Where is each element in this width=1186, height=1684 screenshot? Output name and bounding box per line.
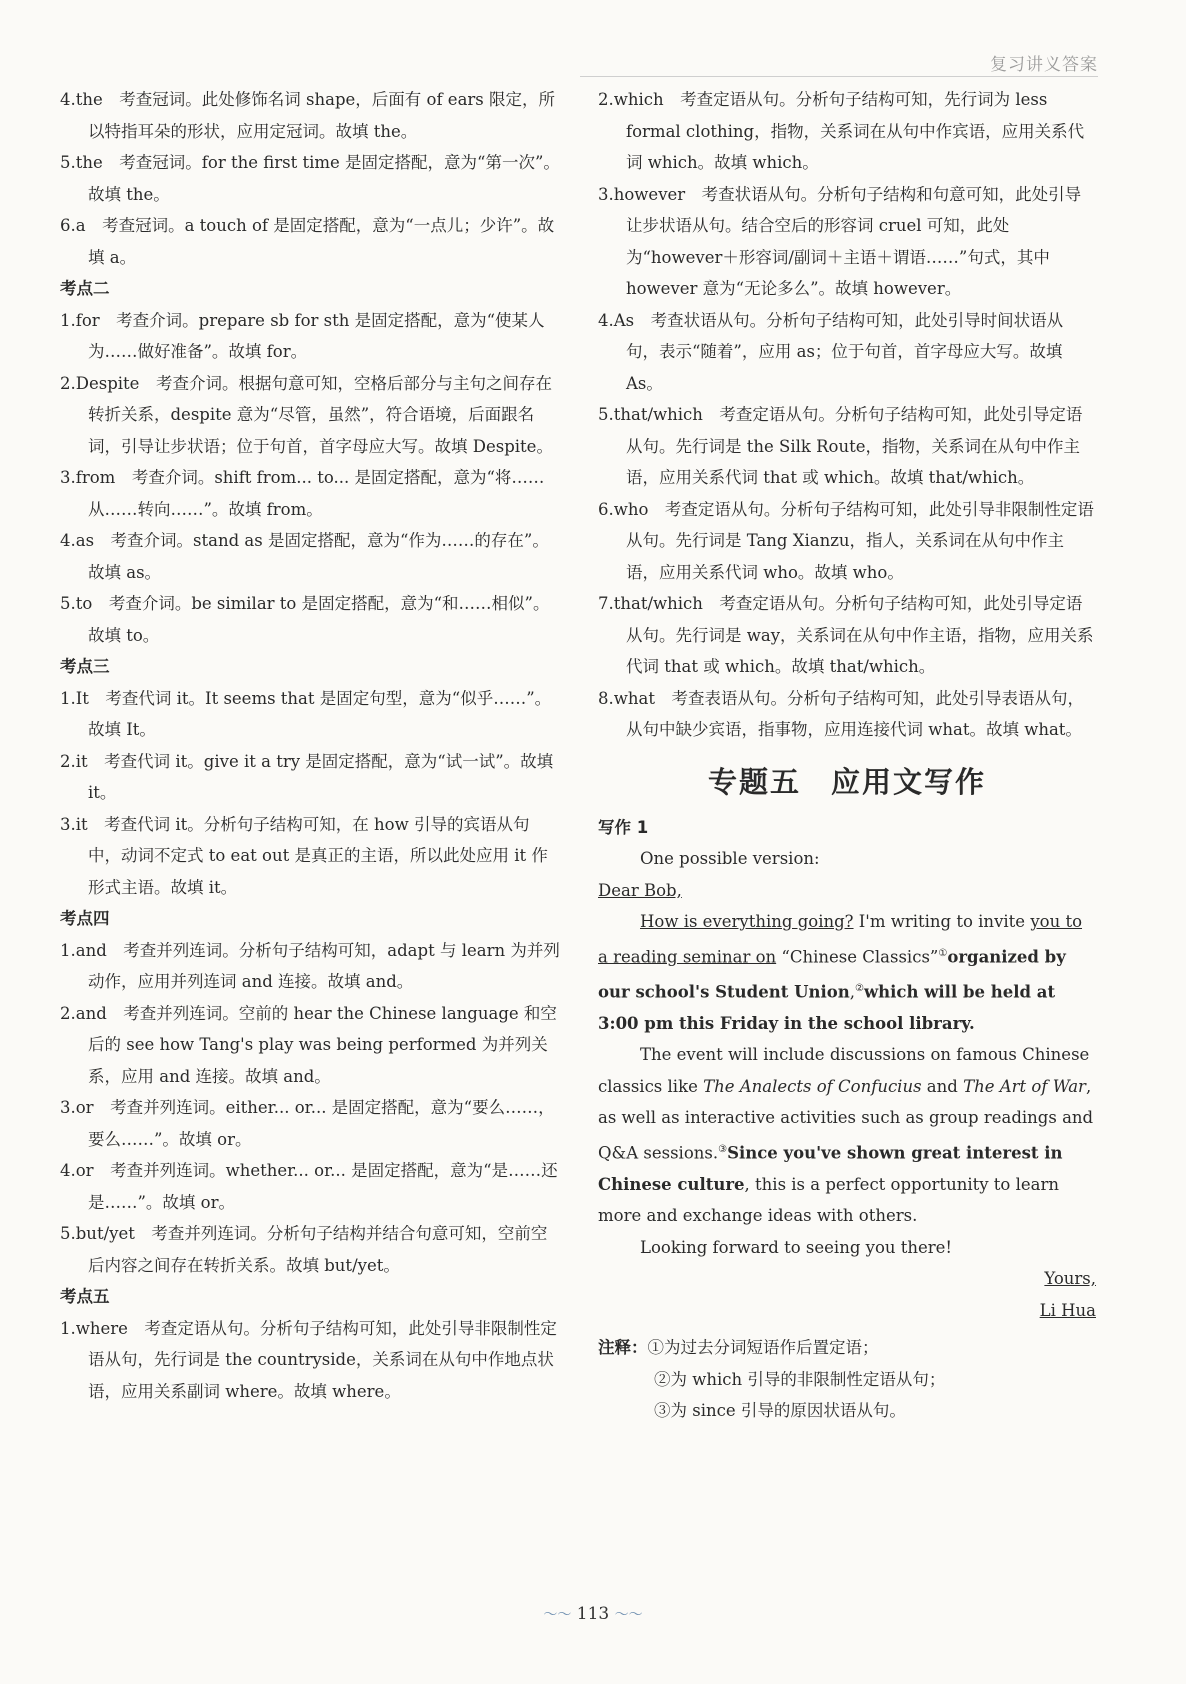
- answer-item: 5.that/which 考查定语从句。分析句子结构可知，此处引导定语从句。先行词是 the Silk Route，指物，关系词在从句中作主语，应用关系代词 that 或 which。故填 that/which。: [598, 405, 1083, 487]
- answer-item: 8.what 考查表语从句。分析句子结构可知，此处引导表语从句，从句中缺少宾语，指事物，应用连接代词 what。故填 what。: [598, 688, 1084, 739]
- answer-item: 3.however 考查状语从句。分析句子结构和句意可知，此处引导让步状语从句。结合空后的形容词 cruel 可知，此处为“however＋形容词/副词＋主语＋谓语……”句式，其中 however 意为“无论多么”。故填 however。: [598, 184, 1082, 298]
- note-line: ③为 since 引导的原因状语从句。: [654, 1401, 906, 1420]
- note-line: ②为 which 引导的非限制性定语从句；: [654, 1369, 946, 1389]
- answer-item: 4.As 考查状语从句。分析句子结构可知，此处引导时间状语从句，表示“随着”，应用 as；位于句首，首字母应大写。故填 As。: [598, 310, 1064, 393]
- answer-item: 4.the 考查冠词。此处修饰名词 shape，后面有 of ears 限定，所以特指耳朵的形状，应用定冠词。故填 the。: [60, 90, 556, 141]
- answer-item: 5.but/yet 考查并列连词。分析句子结构并结合句意可知，空前空后内容之间存在转折关系。故填 but/yet。: [60, 1224, 548, 1275]
- answer-item: 6.who 考查定语从句。分析句子结构可知，此处引导非限制性定语从句。先行词是 Tang Xianzu，指人，关系词在从句中作主语，应用关系代词 who。故填 who。: [598, 499, 1094, 582]
- notes: [598, 1332, 1096, 1427]
- answer-item: 1.and 考查并列连词。分析句子结构可知，adapt 与 learn 为并列动作，应用并列连词 and 连接。故填 and。: [60, 940, 560, 991]
- answer-item: 2.and 考查并列连词。空前的 hear the Chinese language 和空后的 see how Tang's play was being performed 为并列关系，应用 and 连接。故填 and。: [60, 1003, 557, 1086]
- wave-left-icon: ～～: [543, 1607, 572, 1623]
- version-line: One possible version:: [640, 849, 820, 868]
- answer-item: 2.it 考查代词 it。give it a try 是固定搭配，意为“试一试”。故填 it。: [60, 751, 554, 802]
- letter-signature: Li Hua: [1039, 1300, 1096, 1320]
- letter-closing: Yours,: [1044, 1269, 1096, 1288]
- answer-item: 1.It 考查代词 it。It seems that 是固定句型，意为“似乎……”。故填 It。: [60, 688, 552, 739]
- answer-item: 1.where 考查定语从句。分析句子结构可知，此处引导非限制性定语从句，先行词是 the countryside，关系词在从句中作地点状语，应用关系副词 where。故填 where。: [60, 1318, 557, 1401]
- answer-item: 4.or 考查并列连词。whether... or... 是固定搭配，意为“是……还是……”。故填 or。: [60, 1161, 558, 1212]
- letter-paragraph: The event will include discussions on famous Chinese classics like The Analects of Confucius and The Art of War, as well as interactive activities such as group readings and Q&A sessions.③Since you've shown great interest in Chinese culture, this is a perfect opportunity to learn more and exchange ideas with others.: [598, 1045, 1094, 1225]
- left-column: [60, 84, 560, 1407]
- answer-item: 2.Despite 考查介词。根据句意可知，空格后部分与主句之间存在转折关系，despite 意为“尽管，虽然”，符合语境，后面跟名词，引导让步状语；位于句首，首字母应大写。故填 Despite。: [60, 373, 553, 456]
- section-heading: 考点三: [60, 657, 110, 676]
- page-header: 复习讲义答案: [990, 55, 1098, 75]
- header-rule: [580, 76, 1098, 77]
- page-footer: [0, 1604, 1186, 1624]
- answer-item: 3.or 考查并列连词。either... or... 是固定搭配，意为“要么……，要么……”。故填 or。: [60, 1098, 555, 1149]
- answer-item: 4.as 考查介词。stand as 是固定搭配，意为“作为……的存在”。故填 as。: [60, 531, 549, 582]
- letter-paragraph: How is everything going? I'm writing to invite you to a reading seminar on “Chinese Classics”①organized by our school's Student Union,②which will be held at 3:00 pm this Friday in the school library.: [598, 912, 1083, 1033]
- answer-item: 3.it 考查代词 it。分析句子结构可知，在 how 引导的宾语从句中，动词不定式 to eat out 是真正的主语，所以此处应用 it 作形式主语。故填 it。: [60, 814, 548, 897]
- right-column: [598, 84, 1096, 1427]
- section-heading: 考点二: [60, 279, 110, 298]
- answer-item: 1.for 考查介词。prepare sb for sth 是固定搭配，意为“使某人为……做好准备”。故填 for。: [60, 310, 545, 361]
- answer-item: 2.which 考查定语从句。分析句子结构可知，先行词为 less formal clothing，指物，关系词在从句中作宾语，应用关系代词 which。故填 which。: [598, 90, 1085, 172]
- answer-item: 5.the 考查冠词。for the first time 是固定搭配，意为“第一次”。故填 the。: [60, 153, 560, 204]
- wave-right-icon: ～～: [614, 1607, 643, 1623]
- answer-item: 6.a 考查冠词。a touch of 是固定搭配，意为“一点儿；少许”。故填 a。: [60, 216, 555, 267]
- answer-item: 3.from 考查介词。shift from... to... 是固定搭配，意为“将……从……转向……”。故填 from。: [60, 468, 545, 519]
- letter-paragraph: Looking forward to seeing you there!: [640, 1237, 953, 1257]
- letter-greeting: Dear Bob,: [598, 880, 682, 900]
- writing-label: 写作 1: [598, 817, 649, 837]
- answer-item: 5.to 考查介词。be similar to 是固定搭配，意为“和……相似”。故填 to。: [60, 594, 550, 645]
- section-heading: 考点四: [60, 909, 110, 928]
- page-number: 113: [576, 1604, 610, 1624]
- note-line: 注释：①为过去分词短语作后置定语；: [598, 1338, 879, 1357]
- answer-item: 7.that/which 考查定语从句。分析句子结构可知，此处引导定语从句。先行词是 way，关系词在从句中作主语，指物，应用关系代词 that 或 which。故填 that/which。: [598, 594, 1094, 676]
- section-heading: 考点五: [60, 1287, 110, 1306]
- section-title: 专题五 应用文写作: [707, 764, 987, 799]
